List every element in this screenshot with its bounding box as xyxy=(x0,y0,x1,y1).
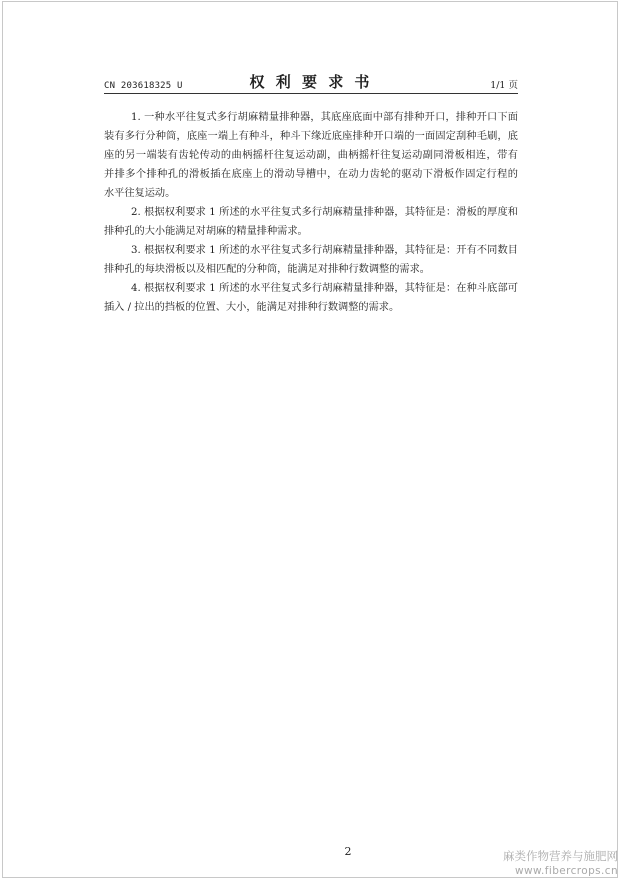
header-rule xyxy=(104,93,518,94)
claim-line: 排种孔的每块滑板以及相匹配的分种筒，能满足对排种行数调整的需求。 xyxy=(104,264,430,275)
watermark-site-name: 麻类作物营养与施肥网 xyxy=(503,849,618,863)
watermark-url: www.fibercrops.cn xyxy=(515,865,618,877)
claim-2 xyxy=(104,203,518,241)
document-title: 权 利 要 求 书 xyxy=(249,73,373,91)
claim-line: 装有多行分种筒，底座一端上有种斗，种斗下缘近底座排种开口端的一面固定刮种毛刷，底 xyxy=(104,131,518,142)
claim-1 xyxy=(104,108,518,203)
claim-line: 排种孔的大小能满足对胡麻的精量排种需求。 xyxy=(104,226,308,237)
claim-line: 座的另一端装有齿轮传动的曲柄摇杆往复运动副，曲柄摇杆往复运动副同滑板相连，带有 xyxy=(104,150,518,161)
claim-4 xyxy=(104,279,518,317)
claim-line: 水平往复运动。 xyxy=(104,188,176,199)
document-number: CN 203618325 U xyxy=(104,81,183,91)
page-indicator: 1/1 页 xyxy=(490,80,518,91)
claim-line: 4. 根据权利要求 1 所述的水平往复式多行胡麻精量排种器，其特征是：在种斗底部可 xyxy=(131,283,518,294)
claim-line: 1. 一种水平往复式多行胡麻精量排种器，其底座底面中部有排种开口，排种开口下面 xyxy=(131,112,518,123)
claim-line: 并排多个排种孔的滑板插在底座上的滑动导槽中，在动力齿轮的驱动下滑板作固定行程的 xyxy=(104,169,518,180)
page-number: 2 xyxy=(344,845,352,858)
claim-line: 3. 根据权利要求 1 所述的水平往复式多行胡麻精量排种器，其特征是：开有不同数目 xyxy=(131,245,518,256)
claim-line: 2. 根据权利要求 1 所述的水平往复式多行胡麻精量排种器，其特征是：滑板的厚度和 xyxy=(131,207,518,218)
watermark xyxy=(494,849,618,878)
claims-section xyxy=(104,108,518,317)
claim-3 xyxy=(104,241,518,279)
claim-line: 插入 / 拉出的挡板的位置、大小，能满足对排种行数调整的需求。 xyxy=(104,302,400,313)
